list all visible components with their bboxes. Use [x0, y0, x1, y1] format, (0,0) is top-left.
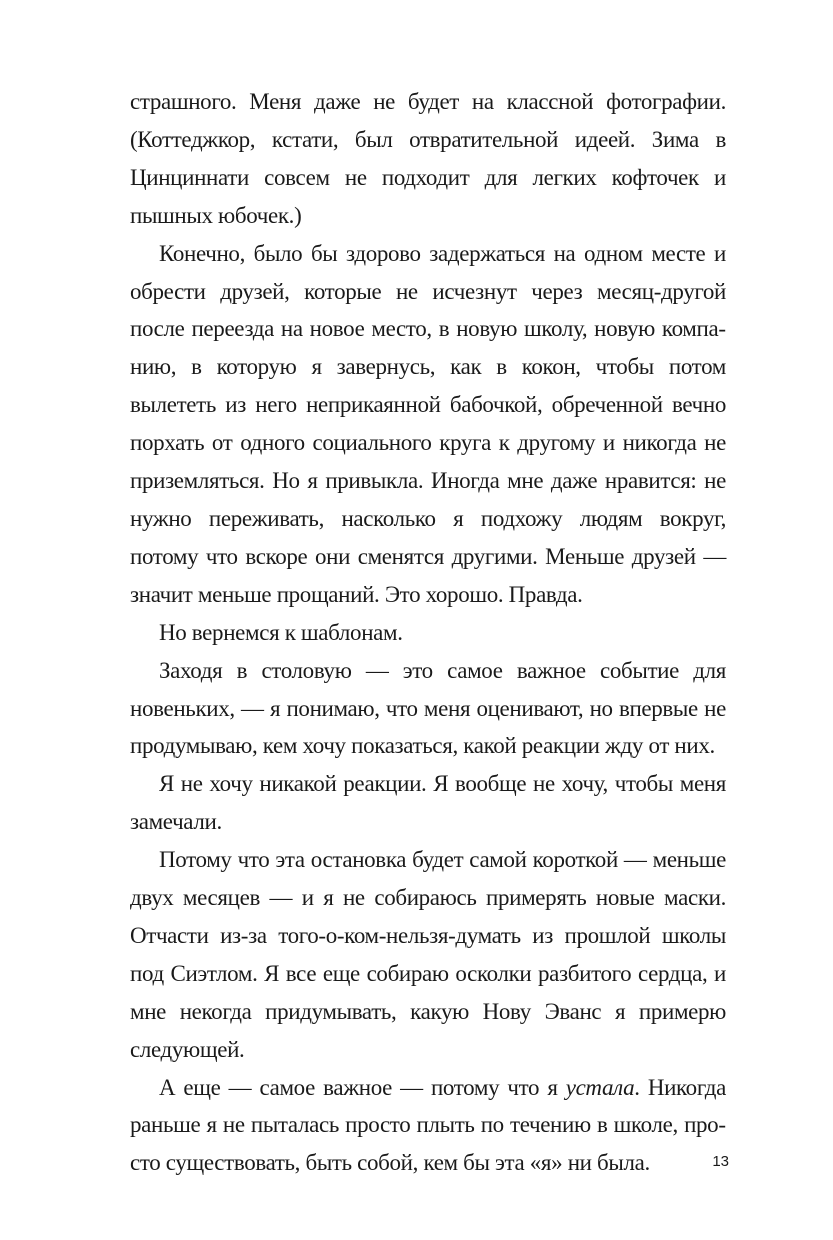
- paragraph-5: Я не хочу никакой реакции. Я вообще не хочу, чтобы меня замечали.: [130, 771, 726, 835]
- emphasis-word: устала: [565, 1074, 635, 1100]
- page-body: [130, 83, 726, 1182]
- paragraph-7: [130, 1069, 726, 1183]
- paragraph-4: Заходя в столовую — это самое важное событие для новеньких, — я понимаю, что меня оценивают, но впервые не продумываю, кем хочу показаться, какой реакции жду от них.: [130, 657, 726, 759]
- paragraph-6: Потому что эта остановка будет самой короткой — меньше двух месяцев — и я не собираюсь примерять новые маски. Отчасти из-за того-о-ком-нельзя-думать из прошлой школы под Сиэтлом. Я все еще собираю осколки разбитого сердца, и мне некогда придумывать, какую Нову Эванс я примерю следующей.: [130, 847, 726, 1062]
- paragraph-2: Конечно, было бы здорово задержаться на одном месте и обрести друзей, которые не исчезнут через месяц-другой после переезда на новое место, в новую школу, новую компанию, в которую я завернусь, как в кокон, чтобы потом вылететь из него неприкаянной бабочкой, обреченной вечно порхать от одного социального круга к другому и никогда не приземляться. Но я привыкла. Иногда мне даже нравится: не нужно переживать, насколько я подхожу людям вокруг, потому что вскоре они сменятся другими. Меньше друзей — значит меньше прощаний. Это хорошо. Правда.: [130, 240, 726, 607]
- paragraph-1: страшного. Меня даже не будет на классной фотографии. (Коттеджкор, кстати, был отвратительной идеей. Зима в Цинциннати совсем не подходит для легких кофточек и пышных юбочек.): [130, 89, 726, 228]
- page-number: 13: [712, 1153, 729, 1170]
- paragraph-7-start: А еще — самое важное — потому что я: [159, 1074, 566, 1100]
- paragraph-7-end: . Никогда раньше я не пыталась просто плыть по течению в школе, просто существовать, быть собой, кем бы эта «я» ни была.: [130, 1074, 726, 1176]
- paragraph-3: Но вернемся к шаблонам.: [159, 619, 403, 645]
